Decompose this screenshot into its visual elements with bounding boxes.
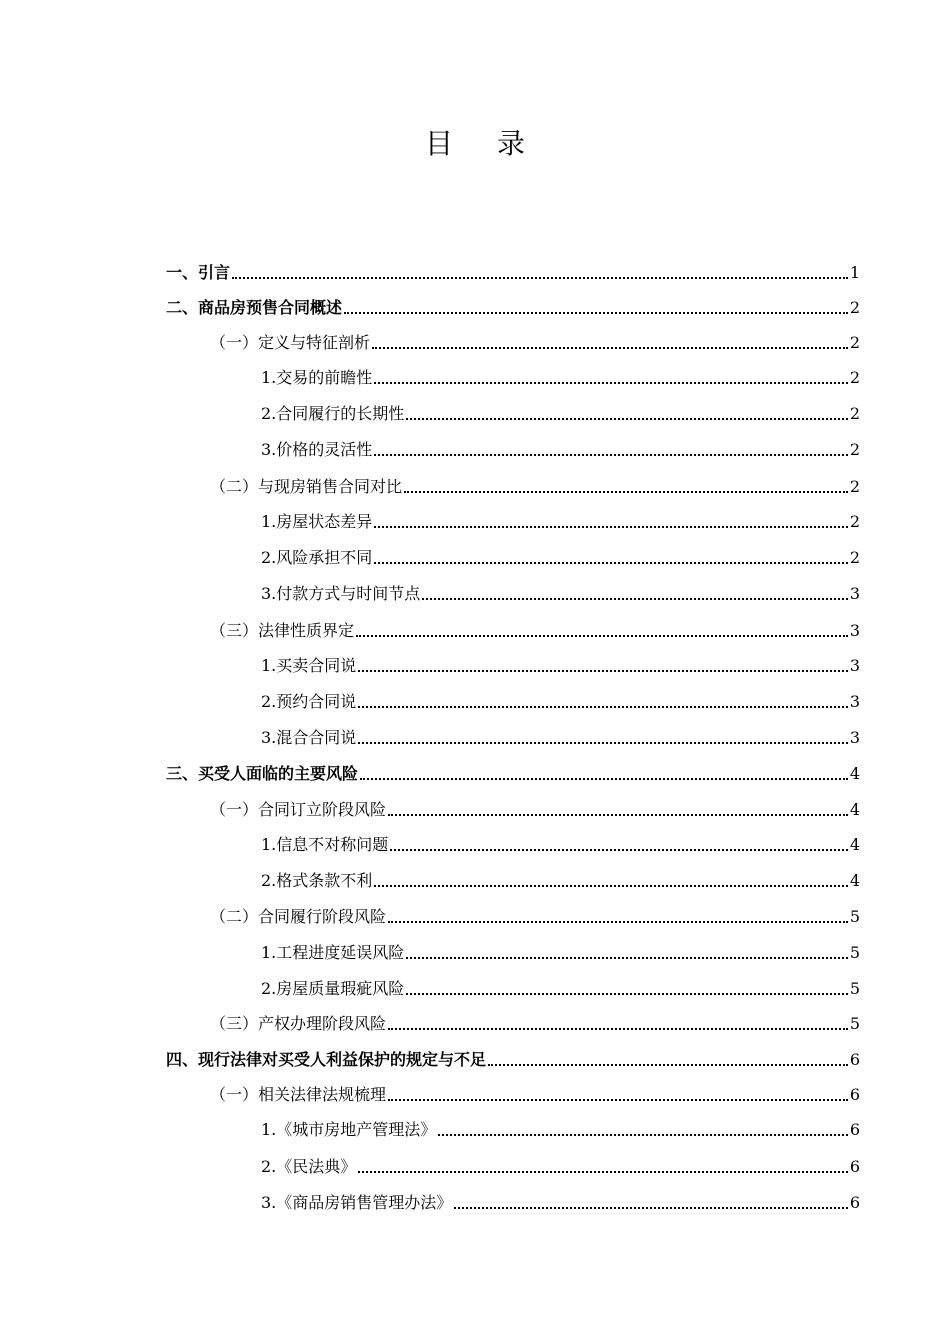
toc-entry-page: 2	[849, 477, 860, 496]
toc-entry-page: 6	[849, 1050, 860, 1069]
toc-entry-label: 2.预约合同说	[261, 692, 357, 711]
toc-leader-dots	[374, 562, 848, 564]
toc-entry-page: 6	[849, 1157, 860, 1176]
toc-entry-label: 1.信息不对称问题	[261, 835, 389, 854]
title-char-2: 录	[497, 127, 526, 160]
toc-leader-dots	[404, 491, 848, 493]
toc-entry-page: 2	[849, 404, 860, 423]
toc-entry[interactable]	[210, 790, 860, 820]
toc-entry-page: 5	[849, 1014, 860, 1033]
toc-entry-page: 5	[849, 943, 860, 962]
toc-entry-page: 2	[849, 512, 860, 531]
toc-leader-dots	[232, 277, 848, 279]
toc-entry-page: 3	[849, 621, 860, 640]
toc-entry-page: 2	[849, 333, 860, 352]
toc-entry[interactable]	[210, 1004, 860, 1034]
toc-entry-label: 一、引言	[166, 263, 231, 282]
toc-entry-page: 4	[849, 800, 860, 819]
toc-leader-dots	[344, 312, 848, 314]
toc-entry-page: 3	[849, 728, 860, 747]
toc-entry[interactable]	[261, 574, 860, 604]
toc-leader-dots	[406, 418, 848, 420]
toc-entry[interactable]	[261, 861, 860, 891]
toc-entry[interactable]	[210, 1075, 860, 1105]
toc-entry-label: （一）相关法律法规梳理	[210, 1085, 387, 1104]
toc-entry-label: 3.《商品房销售管理办法》	[261, 1193, 453, 1212]
toc-entry[interactable]	[261, 825, 860, 855]
toc-leader-dots	[372, 347, 848, 349]
toc-leader-dots	[358, 706, 848, 708]
toc-leader-dots	[358, 742, 848, 744]
toc-entry[interactable]	[261, 1147, 860, 1177]
toc-entry-page: 2	[849, 368, 860, 387]
toc-entry[interactable]	[261, 646, 860, 676]
toc-entry-page: 3	[849, 584, 860, 603]
toc-entry[interactable]	[166, 754, 860, 784]
toc-entry-page: 2	[849, 548, 860, 567]
toc-entry-label: 1.《城市房地产管理法》	[261, 1120, 437, 1139]
toc-leader-dots	[358, 670, 848, 672]
toc-leader-dots	[374, 526, 848, 528]
toc-leader-dots	[422, 598, 848, 600]
toc-leader-dots	[438, 1134, 848, 1136]
toc-entry-page: 5	[849, 907, 860, 926]
toc-entry-page: 1	[849, 263, 860, 282]
toc-leader-dots	[388, 1099, 848, 1101]
toc-entry-label: （二）合同履行阶段风险	[210, 907, 387, 926]
toc-entry-page: 3	[849, 656, 860, 675]
toc-entry-label: 三、买受人面临的主要风险	[166, 764, 359, 783]
toc-entry-label: （二）与现房销售合同对比	[210, 477, 403, 496]
toc-entry[interactable]	[166, 1040, 860, 1070]
toc-leader-dots	[388, 814, 848, 816]
toc-entry[interactable]	[210, 467, 860, 497]
toc-entry[interactable]	[166, 288, 860, 318]
toc-leader-dots	[356, 635, 848, 637]
toc-entry[interactable]	[261, 933, 860, 963]
toc-leader-dots	[374, 885, 848, 887]
toc-entry-page: 4	[849, 835, 860, 854]
toc-entry-label: 1.买卖合同说	[261, 656, 357, 675]
toc-leader-dots	[406, 957, 848, 959]
toc-entry-label: 1.房屋状态差异	[261, 512, 373, 531]
toc-entry-label: 2.风险承担不同	[261, 548, 373, 567]
toc-leader-dots	[488, 1064, 848, 1066]
title-char-1: 目	[424, 127, 453, 160]
toc-entry-page: 3	[849, 692, 860, 711]
toc-entry-label: 2.《民法典》	[261, 1157, 357, 1176]
toc-entry-label: （一）定义与特征剖析	[210, 333, 371, 352]
page-title	[0, 122, 950, 162]
toc-entry[interactable]	[210, 897, 860, 927]
toc-entry-label: （一）合同订立阶段风险	[210, 800, 387, 819]
toc-entry[interactable]	[261, 718, 860, 748]
toc-entry-label: 四、现行法律对买受人利益保护的规定与不足	[166, 1050, 487, 1069]
toc-leader-dots	[406, 993, 848, 995]
toc-entry[interactable]	[261, 1183, 860, 1213]
toc-leader-dots	[360, 778, 848, 780]
toc-entry-label: 2.格式条款不利	[261, 871, 373, 890]
toc-entry[interactable]	[210, 611, 860, 641]
toc-leader-dots	[388, 1028, 848, 1030]
toc-entry-page: 2	[849, 440, 860, 459]
toc-entry-page: 6	[849, 1193, 860, 1212]
toc-entry-label: （三）产权办理阶段风险	[210, 1014, 387, 1033]
toc-entry-label: 3.付款方式与时间节点	[261, 584, 421, 603]
toc-leader-dots	[390, 849, 848, 851]
toc-entry[interactable]	[261, 682, 860, 712]
toc-entry[interactable]	[261, 1110, 860, 1140]
toc-entry[interactable]	[261, 502, 860, 532]
toc-entry[interactable]	[210, 323, 860, 353]
toc-entry-page: 6	[849, 1085, 860, 1104]
toc-entry-label: 2.房屋质量瑕疵风险	[261, 979, 405, 998]
toc-entry[interactable]	[261, 358, 860, 388]
toc-entry-page: 4	[849, 764, 860, 783]
toc-entry-label: 二、商品房预售合同概述	[166, 298, 343, 317]
toc-entry-page: 5	[849, 979, 860, 998]
toc-entry[interactable]	[261, 430, 860, 460]
toc-entry-page: 4	[849, 871, 860, 890]
toc-entry-label: 1.交易的前瞻性	[261, 368, 373, 387]
toc-leader-dots	[374, 454, 848, 456]
toc-entry-label: 3.价格的灵活性	[261, 440, 373, 459]
toc-entry-page: 6	[849, 1120, 860, 1139]
toc-entry-label: 3.混合合同说	[261, 728, 357, 747]
toc-leader-dots	[374, 382, 848, 384]
toc-entry-label: 2.合同履行的长期性	[261, 404, 405, 423]
toc-entry-page: 2	[849, 298, 860, 317]
toc-entry[interactable]	[166, 253, 860, 283]
toc-leader-dots	[358, 1171, 848, 1173]
toc-entry-label: （三）法律性质界定	[210, 621, 355, 640]
toc-entry[interactable]	[261, 969, 860, 999]
toc-entry-label: 1.工程进度延误风险	[261, 943, 405, 962]
toc-leader-dots	[454, 1207, 848, 1209]
toc-leader-dots	[388, 921, 848, 923]
toc-entry[interactable]	[261, 538, 860, 568]
toc-entry[interactable]	[261, 394, 860, 424]
